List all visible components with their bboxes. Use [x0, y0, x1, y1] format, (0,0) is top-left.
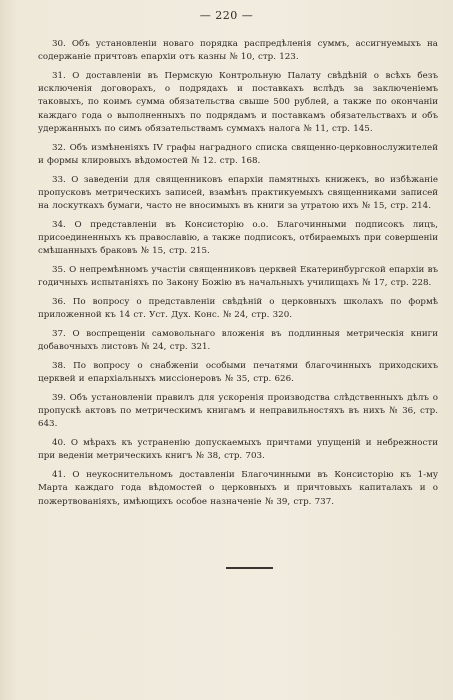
closing-rule [226, 567, 273, 569]
page-number: — 220 — [199, 9, 254, 22]
list-item: 35. О непремѣнномъ участіи священниковъ церквей Екатеринбургской епархіи въ годичныхъ испытаніяхъ по Закону Божію въ начальныхъ училищахъ № 17, стр. 228. [38, 265, 438, 289]
list-item: 39. Объ установленіи правилъ для ускоренія производства слѣдственныхъ дѣлъ о пропускѣ актовъ по метрическимъ книгамъ и неправильностяхъ въ нихъ № 36, стр. 643. [38, 393, 438, 430]
list-item: 30. Объ установленіи новаго порядка распредѣленія суммъ, ассигнуемыхъ на содержаніе причтовъ епархіи отъ казны № 10, стр. 123. [38, 39, 438, 63]
list-item: 36. По вопросу о представленіи свѣдѣній о церковныхъ школахъ по формѣ приложенной къ 14 ст. Уст. Дух. Конс. № 24, стр. 320. [38, 297, 438, 321]
list-item: 32. Объ измѣненіяхъ IV графы наградного списка священно-церковнослужителей и формы клировыхъ вѣдомостей № 12. стр. 168. [38, 142, 438, 166]
list-item: 31. О доставленіи въ Пермскую Контрольную Палату свѣдѣній о всѣхъ безъ исключенія договорахъ, о подрядахъ и поставкахъ вслѣдъ за заключеніемъ таковыхъ, по коимъ сумма обязательства свыше 500 рублей, а также по окончаніи каждаго года о выполненныхъ по подрядамъ и поставкамъ обязательствахъ и объ удержанныхъ по симъ обязательствамъ суммахъ налога № 11, стр. 145. [38, 71, 438, 134]
entry-list [38, 38, 438, 514]
list-item: 37. О воспрещеніи самовольнаго вложенія въ подлинныя метрическія книги добавочныхъ листовъ № 24, стр. 321. [38, 329, 438, 353]
list-item: 40. О мѣрахъ къ устраненію допускаемыхъ причтами упущеній и небрежности при веденіи метрическихъ книгъ № 38, стр. 703. [38, 438, 438, 462]
list-item: 41. О неукоснительномъ доставленіи Благочинными въ Консисторію къ 1-му Марта каждаго года вѣдомостей о церковныхъ и причтовыхъ капиталахъ и о пожертвованіяхъ, имѣющихъ особое назначеніе № 39, стр. 737. [38, 470, 438, 507]
list-item: 34. О представленіи въ Консисторію о.о. Благочинными подписокъ лицъ, присоединенныхъ къ православію, а также подписокъ, отбираемыхъ при совершеніи смѣшанныхъ браковъ № 15, стр. 215. [38, 219, 438, 257]
list-item: 33. О заведеніи для священниковъ епархіи памятныхъ книжекъ, во избѣжаніе пропусковъ метрическихъ записей, взамѣнъ практикуемыхъ священниками записей на лоскуткахъ бумаги, часто не вносимыхъ въ книги за утратою ихъ № 15, стр. 214. [38, 174, 438, 212]
list-item: 38. По вопросу о снабженіи особыми печатями благочинныхъ приходскихъ церквей и епархіальныхъ миссіонеровъ № 35, стр. 626. [38, 361, 438, 385]
